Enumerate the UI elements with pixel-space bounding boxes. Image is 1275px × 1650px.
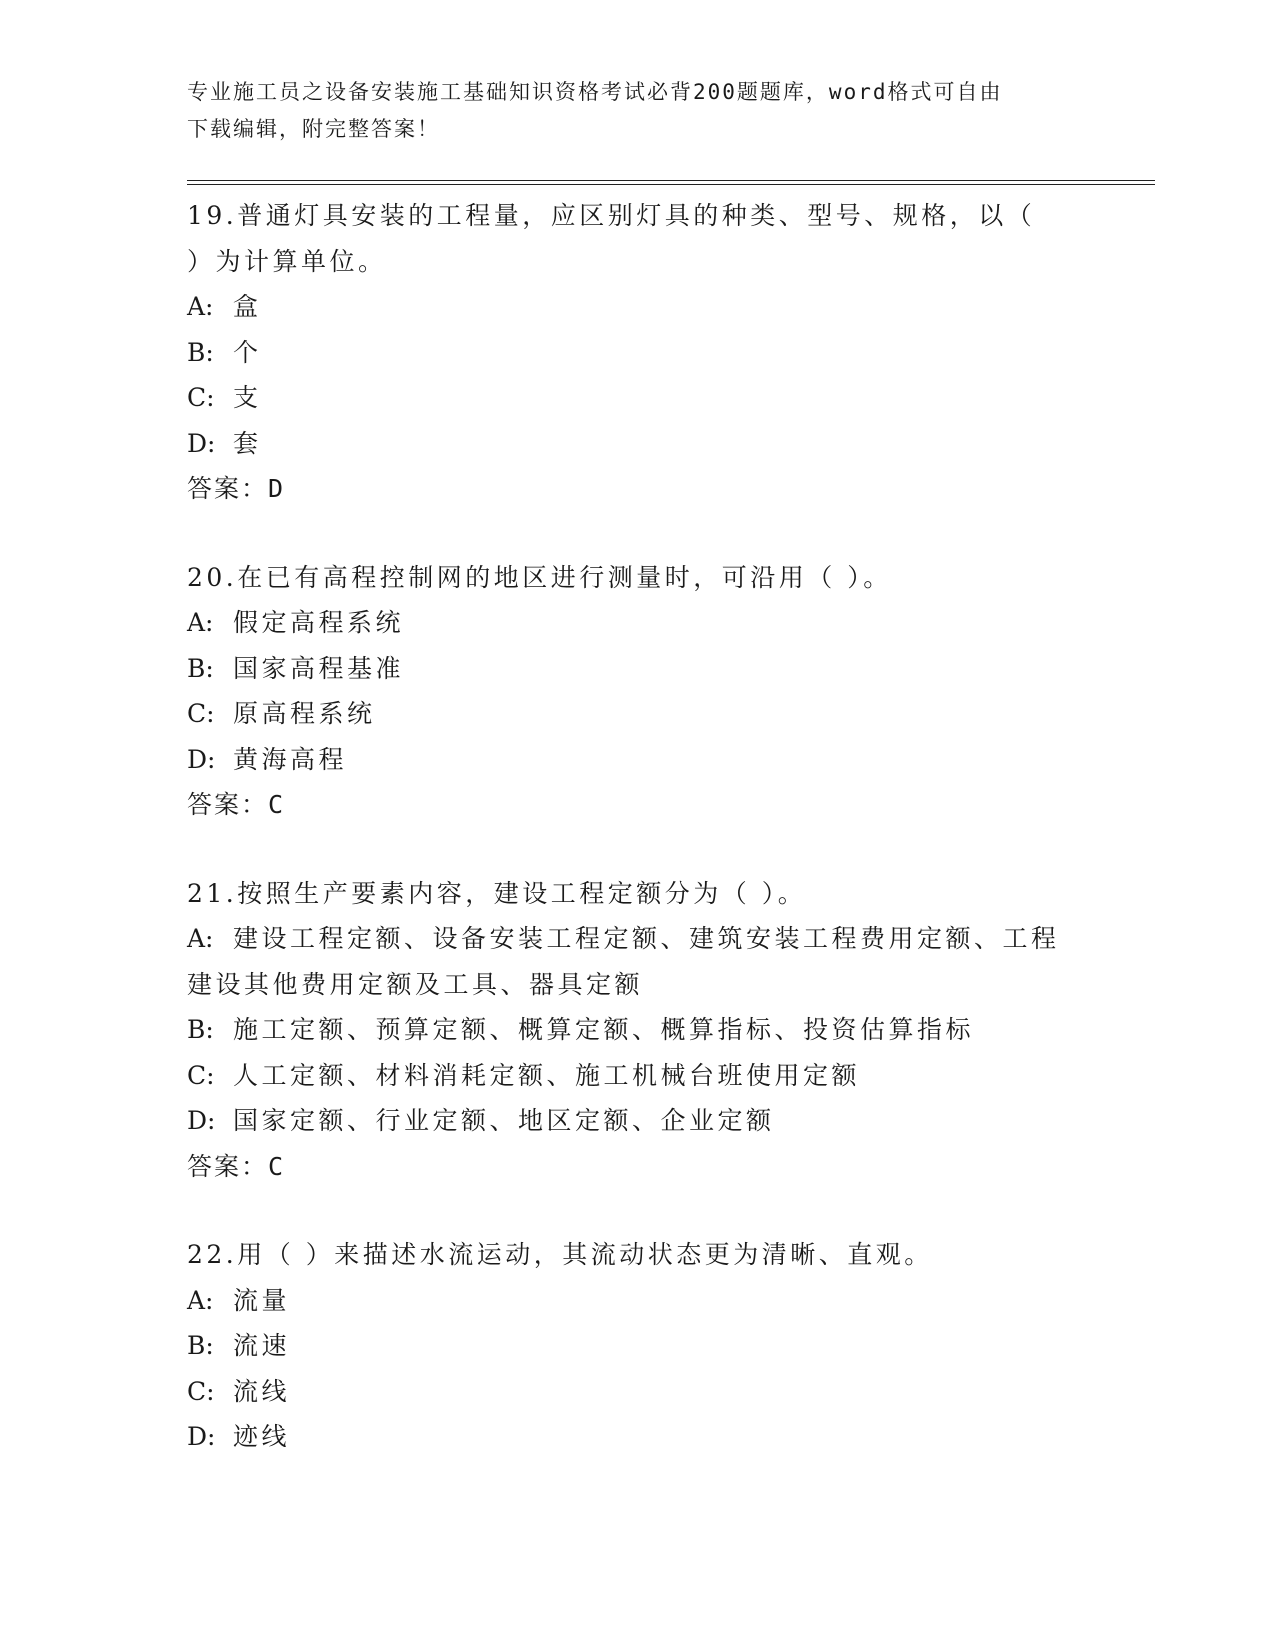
option-letter: A: bbox=[187, 1285, 214, 1315]
question-21 bbox=[187, 871, 1107, 1190]
option-b bbox=[187, 1323, 1107, 1369]
document-header bbox=[187, 74, 1087, 148]
option-letter: D: bbox=[187, 1106, 216, 1135]
question-list bbox=[187, 193, 1107, 1503]
answer-line: 答案：D bbox=[187, 474, 286, 503]
option-letter: C: bbox=[187, 699, 215, 728]
option-a bbox=[187, 1278, 1107, 1324]
option-letter: A: bbox=[187, 608, 214, 637]
option-c bbox=[187, 1369, 1107, 1415]
header-divider bbox=[187, 180, 1155, 185]
question-22 bbox=[187, 1232, 1107, 1460]
option-c bbox=[187, 375, 1107, 421]
option-text: 建设工程定额、设备安装工程定额、建筑安装工程费用定额、工程 bbox=[233, 924, 1060, 953]
option-text: 套 bbox=[233, 428, 262, 458]
option-text: 假定高程系统 bbox=[233, 608, 405, 637]
option-d bbox=[187, 421, 1107, 467]
question-20 bbox=[187, 555, 1107, 828]
answer-line: 答案：C bbox=[187, 790, 286, 819]
option-text: 流速 bbox=[233, 1331, 291, 1360]
option-text: 盒 bbox=[233, 292, 262, 321]
option-text: 施工定额、预算定额、概算定额、概算指标、投资估算指标 bbox=[233, 1015, 975, 1044]
option-letter: D: bbox=[187, 428, 216, 458]
option-letter: B: bbox=[187, 1331, 214, 1360]
option-text: 黄海高程 bbox=[233, 744, 348, 774]
option-b bbox=[187, 1007, 1107, 1053]
option-letter: B: bbox=[187, 1015, 214, 1044]
option-a bbox=[187, 916, 1107, 962]
option-letter: C: bbox=[187, 1376, 215, 1406]
option-text: 人工定额、材料消耗定额、施工机械台班使用定额 bbox=[233, 1060, 861, 1090]
option-b bbox=[187, 330, 1107, 376]
option-c bbox=[187, 691, 1107, 737]
option-text: 流线 bbox=[233, 1376, 291, 1406]
option-a bbox=[187, 600, 1107, 646]
option-letter: C: bbox=[187, 1060, 215, 1090]
option-letter: B: bbox=[187, 653, 214, 683]
header-line-1: 专业施工员之设备安装施工基础知识资格考试必背200题题库，word格式可自由 bbox=[187, 80, 1003, 104]
option-d bbox=[187, 1098, 1107, 1144]
header-line-2: 下载编辑，附完整答案！ bbox=[187, 117, 440, 141]
question-19 bbox=[187, 193, 1107, 512]
question-stem-continued: ）为计算单位。 bbox=[187, 246, 387, 276]
option-letter: D: bbox=[187, 744, 216, 774]
option-letter: D: bbox=[187, 1422, 216, 1451]
question-stem: 19.普通灯具安装的工程量，应区别灯具的种类、型号、规格，以（ bbox=[187, 201, 1036, 230]
option-letter: A: bbox=[187, 924, 214, 953]
option-text: 迹线 bbox=[233, 1422, 291, 1451]
option-a bbox=[187, 284, 1107, 330]
option-text: 支 bbox=[233, 383, 262, 412]
option-b bbox=[187, 646, 1107, 692]
option-a-continued: 建设其他费用定额及工具、器具定额 bbox=[187, 969, 644, 999]
option-text: 国家高程基准 bbox=[233, 653, 405, 683]
option-d bbox=[187, 737, 1107, 783]
question-stem: 22.用（ ）来描述水流运动，其流动状态更为清晰、直观。 bbox=[187, 1240, 933, 1269]
option-text: 个 bbox=[233, 337, 262, 367]
option-letter: B: bbox=[187, 337, 214, 367]
option-d bbox=[187, 1414, 1107, 1460]
option-text: 原高程系统 bbox=[233, 699, 376, 728]
question-stem: 21.按照生产要素内容，建设工程定额分为（ ）。 bbox=[187, 878, 807, 908]
answer-line: 答案：C bbox=[187, 1151, 286, 1181]
option-letter: C: bbox=[187, 383, 215, 412]
option-text: 国家定额、行业定额、地区定额、企业定额 bbox=[233, 1106, 775, 1135]
option-c bbox=[187, 1053, 1107, 1099]
option-letter: A: bbox=[187, 292, 214, 321]
option-text: 流量 bbox=[233, 1285, 291, 1315]
question-stem: 20.在已有高程控制网的地区进行测量时，可沿用（ ）。 bbox=[187, 562, 892, 592]
